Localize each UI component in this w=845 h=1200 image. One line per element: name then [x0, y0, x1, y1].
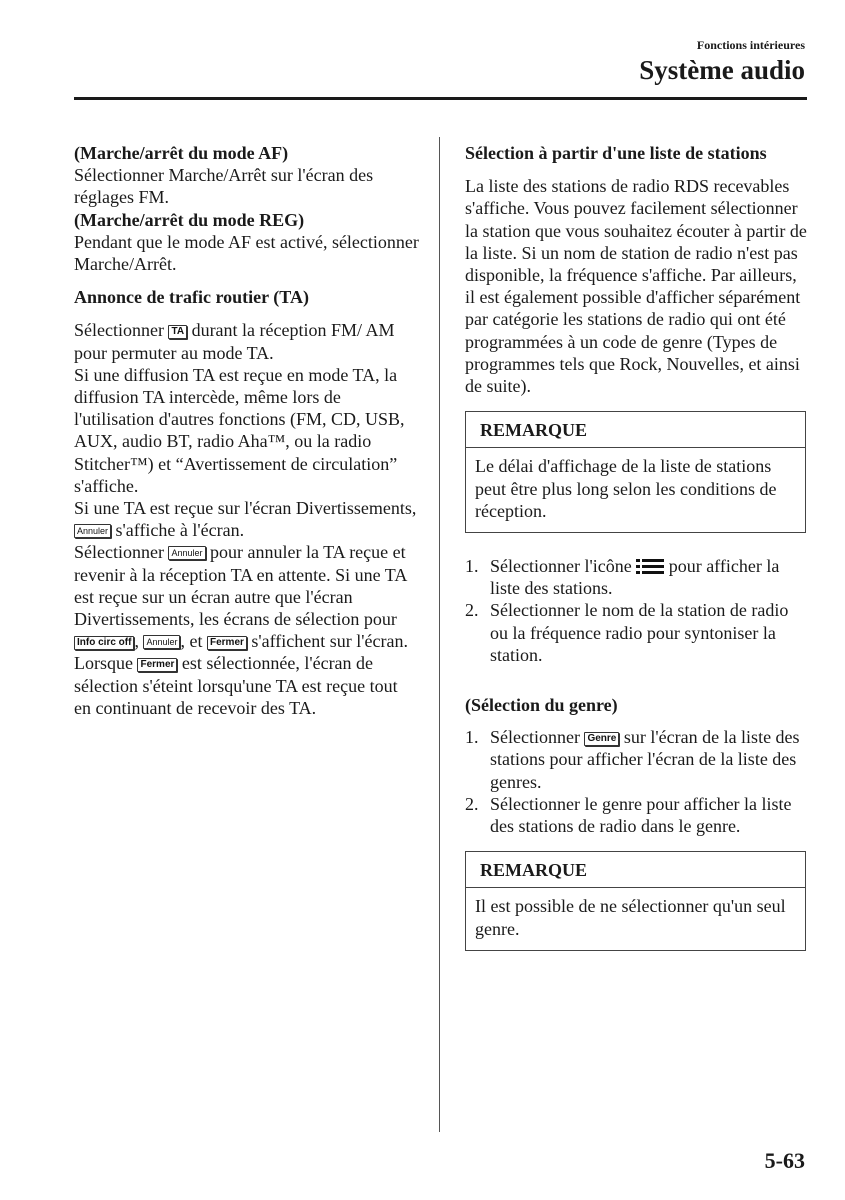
info-circ-off-button: Info circ off — [74, 636, 134, 650]
list-icon — [636, 558, 664, 574]
fermer-button: Fermer — [207, 636, 247, 650]
left-column — [74, 142, 419, 719]
annuler-button: Annuler — [168, 546, 205, 560]
header-section-label: Fonctions intérieures — [696, 38, 805, 52]
ta-paragraph-4: Sélectionner Annuler pour annuler la TA reçue et revenir à la réception TA en attente. Si une TA est reçue sur un écran autre que l'écran Divertissements, les écrans de sélection pour Info circ off , Annuler , et Fermer s'affichent sur l'écran. Lorsque Fermer est sélectionnée, l'écran de sélection s'éteint lorsqu'une TA est reçue tout en continuant de recevoir des TA. — [74, 542, 408, 718]
note-box-1 — [465, 411, 806, 533]
page-title: Système audio — [639, 55, 805, 85]
genre-button: Genre — [584, 732, 619, 746]
list-text: La liste des stations de radio RDS recevables s'affiche. Vous pouvez facilement sélectionner la station que vous souhaitez écouter à partir de la liste. Si un nom de station de radio n'est pas disponible, la fréquence s'affiche. Par ailleurs, il est également possible d'afficher séparément par catégorie les stations de radio qui ont été programmées à un code de genre (Types de programmes tels que Rock, Nouvelles, et ainsi de suite). — [465, 176, 807, 397]
page-number: 5-63 — [764, 1148, 805, 1173]
list-heading: Sélection à partir d'une liste de stations — [465, 143, 767, 163]
list-item: 1. Sélectionner Genre sur l'écran de la liste des stations pour afficher l'écran de la liste des genres. — [465, 727, 800, 792]
af-heading: (Marche/arrêt du mode AF) — [74, 143, 289, 163]
annuler-button: Annuler — [74, 524, 111, 538]
reg-text: Pendant que le mode AF est activé, sélectionner Marche/Arrêt. — [74, 231, 419, 275]
ta-paragraph-1: Sélectionner TA durant la réception FM/ AM pour permuter au mode TA. — [74, 320, 395, 363]
list-item: 2. Sélectionner le genre pour afficher la liste des stations de radio dans le genre. — [465, 793, 792, 837]
ta-heading: Annonce de trafic routier (TA) — [74, 287, 309, 308]
genre-heading: (Sélection du genre) — [465, 695, 618, 716]
ta-paragraph-3: Si une TA est reçue sur l'écran Divertissements, Annuler s'affiche à l'écran. — [74, 498, 417, 541]
note-title: REMARQUE — [466, 412, 805, 448]
annuler-button: Annuler — [143, 635, 180, 649]
ta-paragraph-2: Si une diffusion TA est reçue en mode TA, la diffusion TA intercède, même lors de l'utilisation d'autres fonctions (FM, CD, USB, AUX, audio BT, radio Aha™, ou la radio Stitcher™) et “Avertissement de circulation” s'affiche. — [74, 364, 405, 496]
column-divider — [439, 137, 440, 1132]
fermer-button: Fermer — [137, 658, 177, 672]
note-text: Il est possible de ne sélectionner qu'un seul genre. — [475, 896, 786, 939]
note-title: REMARQUE — [466, 852, 805, 888]
note-text: Le délai d'affichage de la liste de stations peut être plus long selon les conditions de réception. — [475, 456, 777, 521]
genre-steps — [465, 726, 810, 837]
reg-heading: (Marche/arrêt du mode REG) — [74, 209, 305, 230]
list-item: 2. Sélectionner le nom de la station de radio ou la fréquence radio pour syntoniser la station. — [465, 600, 789, 665]
ta-button: TA — [168, 325, 187, 339]
af-text: Sélectionner Marche/Arrêt sur l'écran des réglages FM. — [74, 165, 374, 208]
note-box-2 — [465, 851, 806, 951]
header-rule — [74, 97, 807, 100]
right-column — [465, 142, 810, 951]
list-item: 1. Sélectionner l'icône pour afficher la liste des stations. — [465, 556, 780, 599]
station-list-steps — [465, 555, 810, 666]
